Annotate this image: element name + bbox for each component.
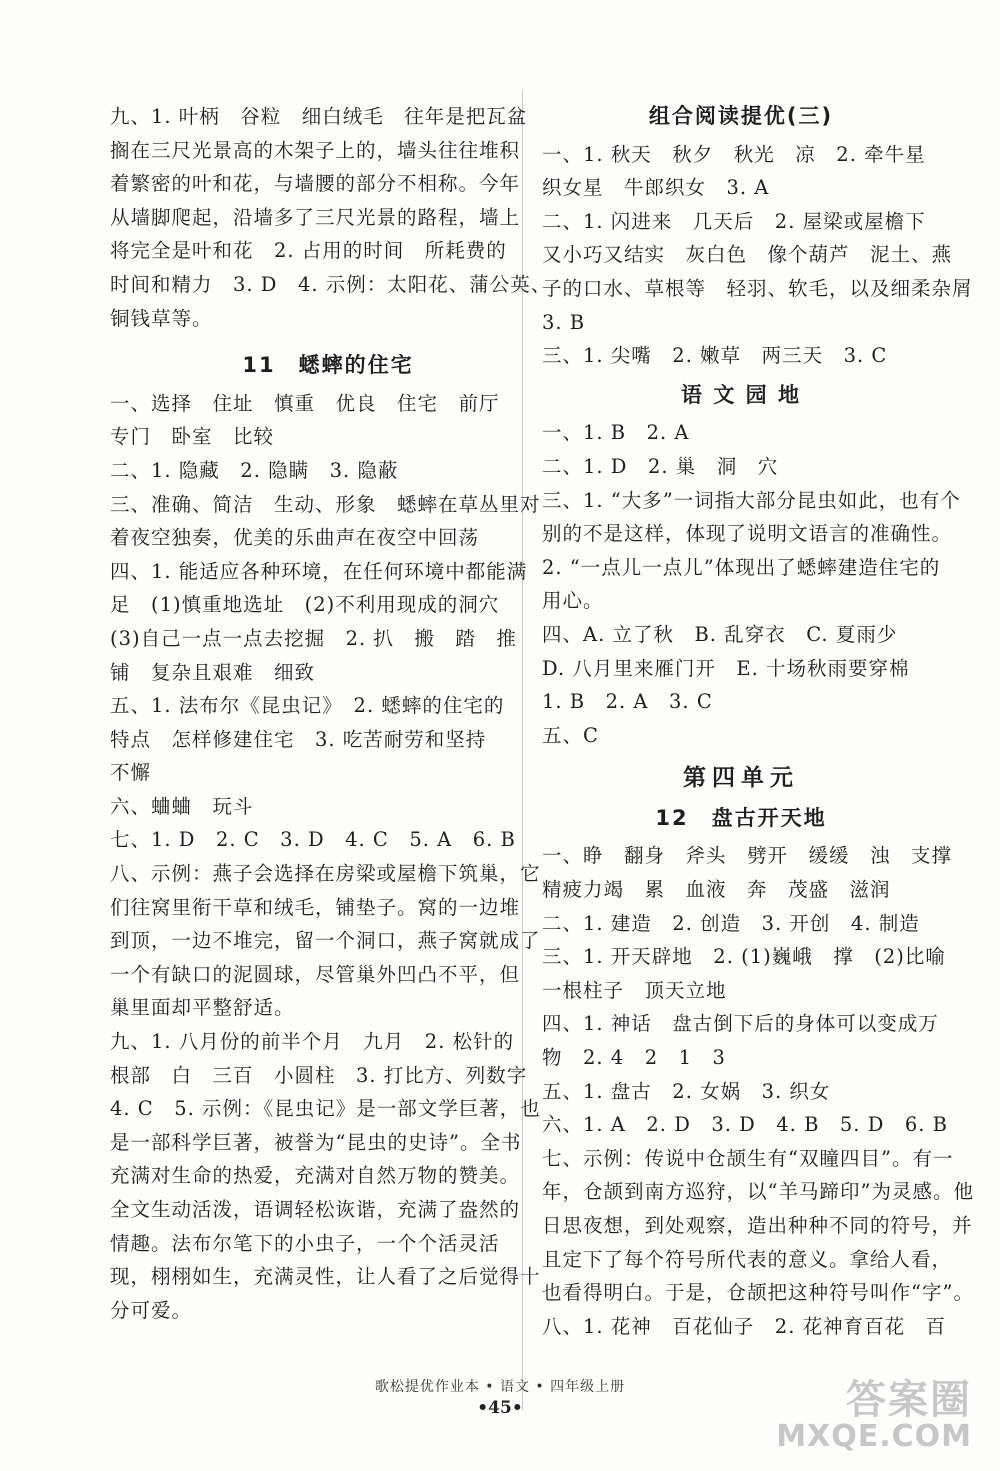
unit-heading: 第四单元	[683, 765, 799, 792]
answer-line: 全文生动活泼，语调轻松诙谐，充满了盎然的	[110, 1198, 521, 1221]
answer-line: 不懈	[110, 761, 152, 785]
answer-line: 年，仓颉到南方巡狩，以“羊马蹄印”为灵感。他	[542, 1180, 974, 1204]
answer-line: 着繁密的叶和花，与墙腰的部分不相称。今年	[110, 172, 521, 196]
answer-line: 一、选择 住址 慎重 优良 住宅 前厅	[110, 391, 500, 415]
answer-line: D. 八月里来雁门开 E. 十场秋雨要穿棉	[542, 656, 910, 680]
left-column	[110, 100, 552, 1327]
book-title: 歌松提优作业本 • 语文 • 四年级上册	[374, 1379, 626, 1395]
answer-line: 二、1. D 2. 巢 洞 穴	[542, 454, 779, 478]
answer-line: 一根柱子 顶天立地	[542, 978, 727, 1002]
answer-line: 一、1. 秋天 秋夕 秋光 凉 2. 牵牛星	[542, 142, 926, 166]
answer-line: 子的口水、草根等 轻羽、软毛，以及细柔杂屑	[542, 276, 973, 300]
answer-line: 物 2. 4 2 1 3	[542, 1046, 726, 1070]
answer-block-continued	[110, 100, 552, 335]
answer-line: 织女星 牛郎织女 3. A	[542, 176, 770, 200]
answer-line: 4. C 5. 示例：《昆虫记》是一部文学巨著，也	[110, 1097, 541, 1121]
answer-line: 四、1. 神话 盘古倒下后的身体可以变成万	[542, 1012, 939, 1036]
section-heading: 组合阅读提优(三)	[648, 104, 834, 128]
answer-line: 八、示例：燕子会选择在房梁或屋檐下筑巢，它	[110, 862, 541, 886]
page-number: •45•	[477, 1398, 523, 1418]
answer-line: 一个有缺口的泥圆球，尽管巢外凹凸不平，但	[110, 962, 521, 986]
answer-line: 时间和精力 3. D 4. 示例：太阳花、蒲公英、	[110, 272, 552, 296]
answer-line: 到顶，一边不堆完，留一个洞口，燕子窝就成了	[110, 929, 541, 953]
answer-line: 日思夜想，到处观察，造出种种不同的符号，并	[542, 1214, 973, 1237]
answer-line: 专门 卧室 比较	[110, 425, 275, 449]
watermark	[776, 1379, 972, 1453]
right-column	[542, 100, 974, 1343]
watermark-logo: 答案圈	[846, 1377, 972, 1423]
answer-line: 1. B 2. A 3. C	[542, 690, 713, 714]
answer-line: 搁在三尺光景高的木架子上的，墙头往往堆积	[110, 138, 521, 162]
answer-line: 三、准确、简洁 生动、形象 蟋蟀在草丛里对	[110, 492, 541, 516]
answer-line: 特点 怎样修建住宅 3. 吃苦耐劳和坚持	[110, 727, 487, 751]
answer-block-lesson-11	[110, 387, 546, 1328]
answer-line: 铜钱草等。	[110, 306, 213, 330]
answer-line: 充满对生命的热爱，充满对自然万物的赞美。	[110, 1164, 521, 1188]
answer-line: 七、示例：传说中仓颉生有“双瞳四目”。有一	[542, 1146, 954, 1170]
section-heading: 语 文 园 地	[681, 382, 801, 407]
answer-block-garden	[542, 416, 961, 752]
answer-line: 根部 白 三百 小圆柱 3. 打比方、列数字	[110, 1063, 528, 1087]
answer-line: 二、1. 建造 2. 创造 3. 开创 4. 制造	[542, 911, 920, 935]
answer-line: 一、睁 翻身 斧头 劈开 缓缓 浊 支撑	[542, 844, 953, 868]
answer-line: 将完全是叶和花 2. 占用的时间 所耗费的	[110, 239, 507, 263]
answer-line: 别的不是这样，体现了说明文语言的准确性。	[542, 522, 953, 546]
answer-line: 巢里面却平整舒适。	[110, 996, 295, 1020]
lesson-heading: 11 蟋蟀的住宅	[242, 353, 414, 378]
answer-line: 是一部科学巨著，被誉为“昆虫的史诗”。全书	[110, 1130, 522, 1154]
answer-line: 三、1. 尖嘴 2. 嫩草 两三天 3. C	[542, 344, 888, 368]
answer-line: 用心。	[542, 589, 604, 613]
answer-line: 七、1. D 2. C 3. D 4. C 5. A 6. B	[110, 828, 516, 852]
answer-line: 又小巧又结实 灰白色 像个葫芦 泥土、燕	[542, 243, 953, 267]
answer-line: 3. B	[542, 310, 586, 334]
answer-line: 九、1. 八月份的前半个月 九月 2. 松针的	[110, 1030, 515, 1054]
answer-block-reading	[542, 138, 973, 373]
answer-line: 也看得明白。于是，仓颉把这种符号叫作“字”。	[542, 1281, 974, 1305]
answer-line: 铺 复杂且艰难 细致	[110, 660, 316, 684]
answer-line: 六、1. A 2. D 3. D 4. B 5. D 6. B	[542, 1113, 948, 1137]
answer-line: 三、1. 开天辟地 2. (1)巍峨 撑 (2)比喻	[542, 945, 946, 969]
answer-line: 从墙脚爬起，沿墙多了三尺光景的路程，墙上	[110, 205, 521, 229]
answer-line: 且定下了每个符号所代表的意义。拿给人看，	[542, 1247, 953, 1271]
answer-line: 分可爱。	[110, 1298, 193, 1322]
lesson-heading: 12 盘古开天地	[655, 805, 827, 830]
answer-line: 五、1. 法布尔《昆虫记》 2. 蟋蟀的住宅的	[110, 694, 505, 718]
answer-line: 们往窝里衔干草和绒毛，铺垫子。窝的一边堆	[110, 895, 521, 919]
answer-line: 三、1. “大多”一词指大部分昆虫如此，也有个	[542, 488, 961, 512]
answer-line: 一、1. B 2. A	[542, 421, 690, 445]
answer-line: 二、1. 隐藏 2. 隐瞒 3. 隐蔽	[110, 458, 399, 482]
answer-line: 五、C	[542, 723, 599, 747]
answer-line: 九、1. 叶柄 谷粒 细白绒毛 往年是把瓦盆	[110, 105, 528, 128]
answer-line: (3)自己一点一点去挖掘 2. 扒 搬 踏 推	[110, 626, 517, 650]
watermark-url: MXQE.COM	[776, 1419, 972, 1454]
answer-line: 情趣。法布尔笔下的小虫子，一个个活灵活	[110, 1231, 500, 1255]
answer-line: 八、1. 花神 百花仙子 2. 花神育百花 百	[542, 1314, 947, 1338]
answer-line: 四、1. 能适应各种环境，在任何环境中都能满	[110, 559, 528, 583]
answer-line: 足 (1)慎重地选址 (2)不利用现成的洞穴	[110, 593, 500, 617]
answer-line: 六、蛐蛐 玩斗	[110, 794, 254, 818]
answer-line: 二、1. 闪进来 几天后 2. 屋梁或屋檐下	[542, 209, 926, 233]
answer-line: 现，栩栩如生，充满灵性，让人看了之后觉得十	[110, 1265, 541, 1289]
answer-line: 2. “一点儿一点儿”体现出了蟋蟀建造住宅的	[542, 555, 941, 579]
answer-line: 四、A. 立了秋 B. 乱穿衣 C. 夏雨少	[542, 622, 898, 646]
answer-line: 精疲力竭 累 血液 奔 茂盛 滋润	[542, 878, 891, 902]
answer-line: 五、1. 盘古 2. 女娲 3. 织女	[542, 1079, 831, 1103]
answer-block-lesson-12	[542, 839, 974, 1343]
answer-line: 着夜空独奏，优美的乐曲声在夜空中回荡	[110, 526, 480, 550]
